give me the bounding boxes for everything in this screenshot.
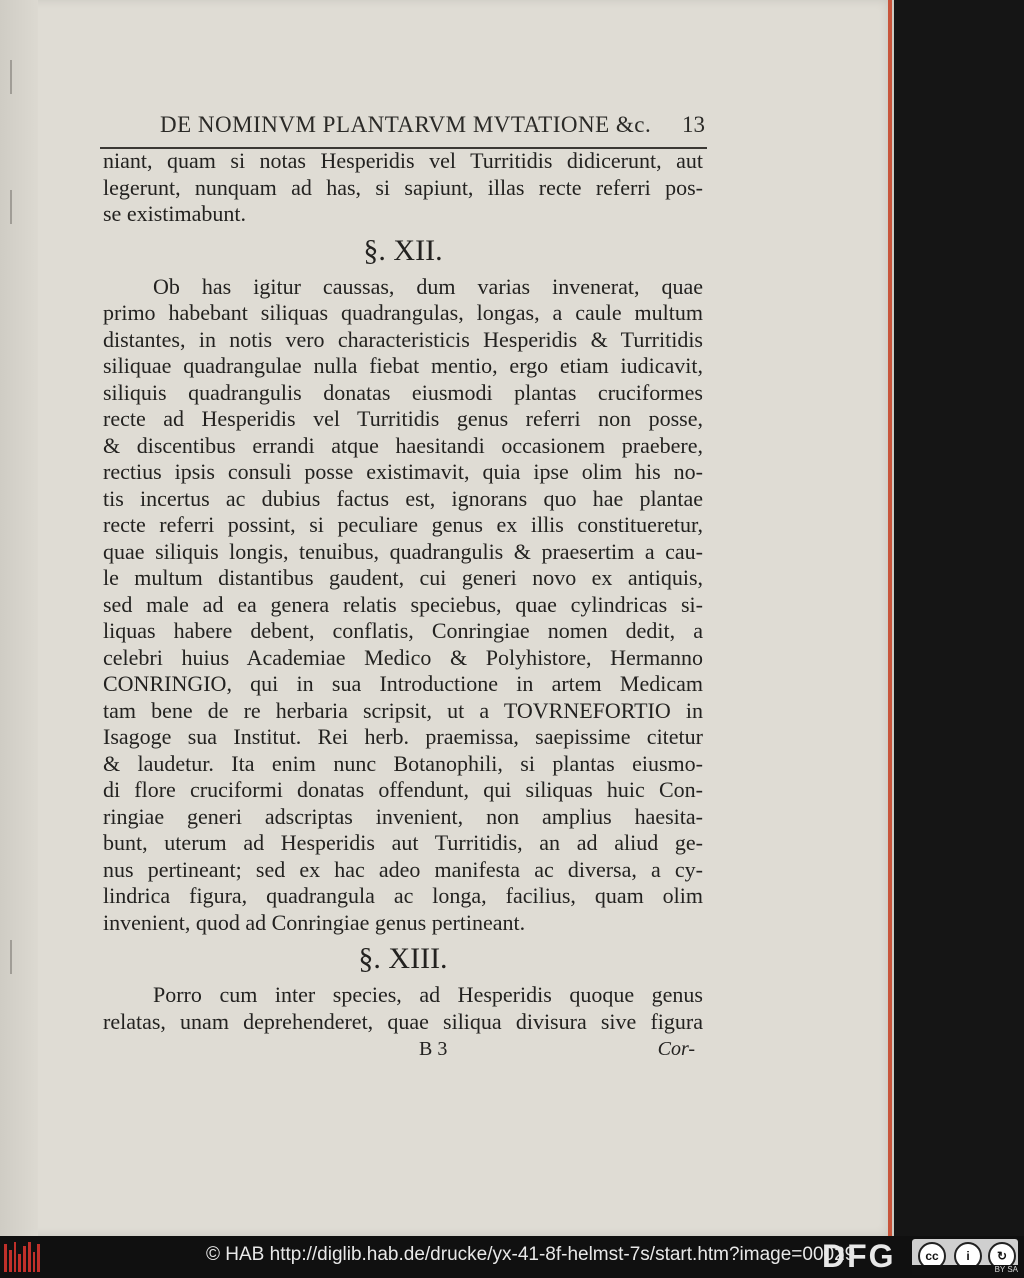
running-head: DE NOMINVM PLANTARVM MVTATIONE &c.	[160, 112, 652, 137]
bleed-mark	[10, 940, 30, 974]
text-line: quae siliquis longis, tenuibus, quadrangulis & praesertim a cau-	[103, 538, 703, 564]
text-line: rectius ipsis consuli posse existimavit, quia ipse olim his no-	[103, 459, 703, 484]
bleed-mark	[10, 190, 30, 224]
signature-mark: B 3	[419, 1038, 448, 1060]
cc-icon: cc	[918, 1242, 946, 1270]
text-line: relatas, unam deprehenderet, quae siliqua divisura sive figura	[103, 1008, 703, 1034]
by-person-icon: i	[954, 1242, 982, 1270]
page-body	[103, 148, 703, 1063]
section-heading-xii: §. XII.	[363, 233, 443, 267]
page-header	[160, 112, 705, 144]
text-line: & discentibus errandi atque haesitandi occasionem praebere,	[103, 432, 703, 458]
text-line: recte referri possint, si peculiare genus ex illis constitueretur,	[103, 512, 703, 537]
page-number: 13	[682, 112, 705, 137]
text-line: le multum distantibus gaudent, cui generi novo ex antiquis,	[103, 565, 703, 590]
text-line: liquas habere debent, conflatis, Conringiae nomen dedit, a	[103, 618, 703, 643]
text-line: Porro cum inter species, ad Hesperidis quoque genus	[153, 982, 703, 1007]
text-line: di flore cruciformi donatas offendunt, qui siliquas huic Con-	[103, 777, 703, 802]
text-line: celebri huius Academiae Medico & Polyhistore, Hermanno	[103, 644, 703, 670]
text-line: se existimabunt.	[103, 201, 246, 226]
section-heading-xiii: §. XIII.	[358, 942, 448, 975]
bleed-mark	[10, 60, 30, 94]
text-line: lindrica figura, quadrangula ac longa, facilius, quam olim	[103, 883, 703, 908]
text-line: tis incertus ac dubius factus est, ignorans quo hae plantae	[103, 485, 703, 511]
text-line: Isagoge sua Institut. Rei herb. praemissa, saepissime citetur	[103, 724, 703, 749]
text-line: primo habebant siliquas quadrangulas, longas, a caule multum	[103, 300, 703, 325]
hab-logo-icon	[4, 1240, 40, 1272]
text-line: tam bene de re herbaria scripsit, ut a TOVRNEFORTIO in	[103, 697, 703, 723]
text-line: sed male ad ea genera relatis speciebus, quae cylindricas si-	[103, 591, 703, 617]
text-line: recte ad Hesperidis vel Turritidis genus referri non posse,	[103, 406, 703, 431]
text-line: CONRINGIO, qui in sua Introductione in artem Medicam	[103, 671, 703, 696]
text-line: Ob has igitur caussas, dum varias invenerat, quae	[153, 273, 703, 299]
text-line: siliquae quadrangulae nulla fiebat mentio, ergo etiam iudicavit,	[103, 353, 703, 378]
cc-license-badge[interactable]	[912, 1239, 1018, 1275]
share-alike-icon: ↻	[988, 1242, 1016, 1270]
text-line: invenient, quod ad Conringiae genus pertineant.	[103, 909, 526, 935]
text-line: ringiae generi adscriptas invenient, non amplius haesita-	[103, 803, 703, 829]
text-line: & laudetur. Ita enim nunc Botanophili, si plantas eiusmo-	[103, 750, 703, 776]
facing-page-bleed	[0, 0, 38, 1236]
text-line: niant, quam si notas Hesperidis vel Turritidis didicerunt, aut	[103, 148, 703, 173]
copyright-link[interactable]: © HAB http://diglib.hab.de/drucke/yx-41-8f-helmst-7s/start.htm?image=00029	[206, 1244, 856, 1265]
text-line: bunt, uterum ad Hesperidis aut Turritidis, an ad aliud ge-	[103, 830, 703, 855]
cc-license-label: BY SA	[912, 1265, 1018, 1275]
text-line: nus pertineant; sed ex hac adeo manifesta ac diversa, a cy-	[103, 856, 703, 882]
page-edge	[888, 0, 892, 1236]
viewer-footer-bar	[0, 1236, 1024, 1278]
dfg-logo: DFG	[822, 1238, 896, 1274]
page-footer	[103, 1035, 703, 1063]
text-line: legerunt, nunquam ad has, si sapiunt, illas recte referri pos-	[103, 174, 703, 200]
catchword: Cor-	[657, 1038, 695, 1060]
text-line: siliquis quadrangulis donatas eiusmodi plantas cruciformes	[103, 379, 703, 405]
text-line: distantes, in notis vero characteristicis Hesperidis & Turritidis	[103, 326, 703, 352]
